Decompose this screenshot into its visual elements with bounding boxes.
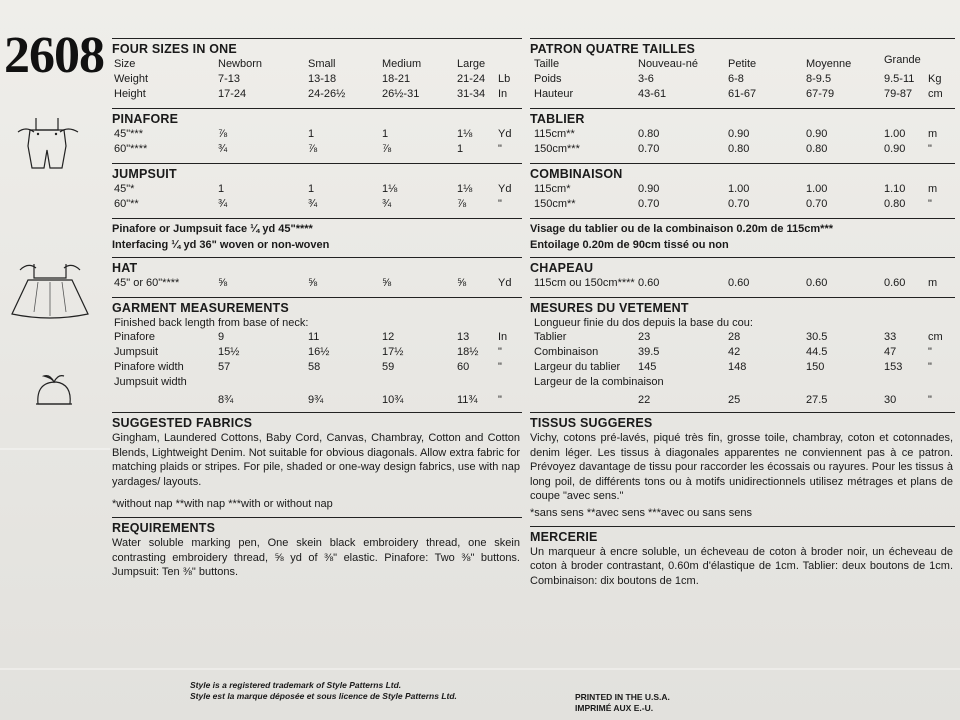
tissus-section	[530, 412, 955, 520]
col-label: Small	[308, 58, 336, 70]
table-row	[530, 142, 955, 157]
col-label: Taille	[534, 58, 560, 70]
table-row	[530, 182, 955, 197]
unit-label: "	[928, 394, 932, 406]
table-cell: ⅞	[382, 143, 392, 155]
section-heading: GARMENT MEASUREMENTS	[112, 301, 289, 315]
table-cell: 0.90	[638, 183, 660, 195]
table-row	[530, 127, 955, 142]
col-label: Petite	[728, 58, 757, 70]
row-label: 60"****	[114, 143, 148, 155]
col-label: Nouveau-né	[638, 58, 698, 70]
unit-label: Yd	[498, 128, 512, 140]
table-cell: 0.80	[884, 198, 906, 210]
table-row	[530, 360, 955, 375]
table-cell: 1.10	[884, 183, 906, 195]
table-row	[530, 72, 955, 87]
table-cell: 21-24	[457, 73, 486, 85]
row-label: Jumpsuit	[114, 346, 159, 358]
table-cell: 30.5	[806, 331, 828, 343]
requirements-text: Water soluble marking pen, One skein black embroidery thread, one skein contrasting embroidery thread, ⅝ yd of ⅜" elastic. Pinafore: Two ⅜" buttons. Jumpsuit: Ten ⅜" buttons.	[112, 537, 520, 578]
unit-label: Lb	[498, 73, 511, 85]
row-label: 45" or 60"****	[114, 277, 180, 289]
row-label: Combinaison	[534, 346, 599, 358]
table-cell: 148	[728, 361, 747, 373]
unit-label: "	[498, 394, 502, 406]
table-cell: 1	[457, 143, 464, 155]
paper-crease	[0, 448, 110, 450]
table-cell: 58	[308, 361, 321, 373]
table-row	[112, 393, 522, 408]
table-cell: ⅝	[308, 277, 318, 289]
printed-line: PRINTED IN THE U.S.A.	[575, 692, 670, 702]
table-row	[112, 345, 522, 360]
measurements-subtitle: Finished back length from base of neck:	[114, 317, 309, 329]
table-cell: 0.60	[806, 277, 828, 289]
section-heading: TABLIER	[530, 112, 585, 126]
table-cell: 26½-31	[382, 88, 420, 100]
unit-label: In	[498, 331, 508, 343]
section-heading: COMBINAISON	[530, 167, 623, 181]
unit-label: m	[928, 277, 938, 289]
paper-crease	[0, 668, 960, 670]
table-cell: 13	[457, 331, 470, 343]
row-label: Pinafore	[114, 331, 155, 343]
table-cell: 0.70	[638, 143, 660, 155]
row-label: Hauteur	[534, 88, 574, 100]
table-cell: 3-6	[638, 73, 654, 85]
row-label: Largeur du tablier	[534, 361, 621, 373]
table-cell: 0.90	[806, 128, 828, 140]
col-label: Newborn	[218, 58, 263, 70]
fabrics-section	[112, 412, 522, 511]
chapeau-section	[530, 257, 955, 291]
section-heading: FOUR SIZES IN ONE	[112, 42, 237, 56]
table-cell: 33	[884, 331, 897, 343]
row-label: Pinafore width	[114, 361, 184, 373]
row-label: 115cm**	[534, 128, 575, 140]
unit-label: "	[498, 198, 502, 210]
table-cell: 30	[884, 394, 897, 406]
sizes-section-fr	[530, 38, 955, 102]
mesures-subtitle: Longueur finie du dos depuis la base du cou:	[534, 317, 753, 329]
requirements-section	[112, 517, 522, 580]
section-heading: SUGGESTED FABRICS	[112, 416, 253, 430]
table-row	[530, 197, 955, 212]
pinafore-illustration	[8, 256, 92, 322]
table-cell: ⅝	[457, 277, 467, 289]
table-cell: 18-21	[382, 73, 411, 85]
section-heading: PATRON QUATRE TAILLES	[530, 42, 696, 56]
nap-note: *without nap **with nap ***with or without nap	[112, 498, 333, 510]
combinaison-section	[530, 163, 955, 212]
facing-line-fr: Visage du tablier ou de la combinaison 0.20m de 115cm***	[530, 223, 834, 235]
unit-label: m	[928, 183, 938, 195]
row-label: Tablier	[534, 331, 567, 343]
unit-label: "	[498, 361, 502, 373]
table-cell: ⅞	[308, 143, 318, 155]
table-cell: ¾	[218, 143, 228, 155]
table-cell: 18½	[457, 346, 479, 358]
table-cell: 8¾	[218, 394, 234, 406]
section-heading: PINAFORE	[112, 112, 179, 126]
unit-label: "	[928, 361, 932, 373]
table-cell: ¾	[218, 198, 228, 210]
pattern-number: 2608	[4, 27, 104, 84]
row-label: 115cm ou 150cm****	[534, 277, 635, 289]
trademark-footer	[190, 680, 457, 702]
table-cell: 11	[308, 331, 320, 343]
row-label: 45"***	[114, 128, 143, 140]
table-cell: 28	[728, 331, 741, 343]
table-cell: ⅞	[457, 198, 467, 210]
english-column	[112, 38, 522, 580]
table-cell: 0.80	[728, 143, 750, 155]
table-cell: 1⅛	[382, 183, 398, 195]
row-label: Poids	[534, 73, 562, 85]
unit-label: "	[498, 346, 502, 358]
table-row	[112, 197, 522, 212]
table-row	[112, 127, 522, 142]
table-cell: 1	[218, 183, 225, 195]
table-cell: 11¾	[457, 394, 478, 406]
row-label: 150cm***	[534, 143, 580, 155]
table-cell: 8-9.5	[806, 73, 832, 85]
mercerie-section	[530, 526, 955, 589]
mercerie-text: Un marqueur à encre soluble, un écheveau de coton à broder noir, un écheveau de coton à broder contrastant, 0.60m d'élastique de 1cm. Tablier: deux boutons de 1cm. Combinaison: dix boutons de 1cm.	[530, 545, 953, 587]
table-row	[530, 375, 955, 390]
table-cell: 67-79	[806, 88, 835, 100]
unit-label: Yd	[498, 277, 512, 289]
row-label: Largeur de la combinaison	[534, 376, 664, 388]
table-cell: 0.80	[638, 128, 660, 140]
col-label: Medium	[382, 58, 422, 70]
table-cell: 24-26½	[308, 88, 346, 100]
hat-section	[112, 257, 522, 291]
table-cell: 1⅛	[457, 128, 473, 140]
measurements-section	[112, 297, 522, 408]
unit-label: m	[928, 128, 938, 140]
row-label: Weight	[114, 73, 149, 85]
section-heading: TISSUS SUGGERES	[530, 416, 653, 430]
table-row	[530, 345, 955, 360]
table-cell: 7-13	[218, 73, 241, 85]
col-label: Size	[114, 58, 136, 70]
unit-label: cm	[928, 88, 943, 100]
table-cell: 0.60	[884, 277, 906, 289]
interfacing-line-fr: Entoilage 0.20m de 90cm tissé ou non	[530, 239, 729, 251]
trademark-line-fr: Style est la marque déposée et sous licence de Style Patterns Ltd.	[190, 691, 457, 701]
table-cell: 6-8	[728, 73, 744, 85]
row-label: Jumpsuit width	[114, 376, 187, 388]
table-cell: ⅞	[218, 128, 228, 140]
table-cell: 13-18	[308, 73, 337, 85]
trademark-line: Style is a registered trademark of Style Patterns Ltd.	[190, 680, 402, 690]
table-cell: 15½	[218, 346, 240, 358]
table-cell: 0.70	[806, 198, 828, 210]
table-cell: 1	[308, 128, 315, 140]
table-row	[530, 276, 955, 291]
table-row	[530, 393, 955, 408]
unit-label: cm	[928, 331, 943, 343]
table-cell: 10¾	[382, 394, 404, 406]
table-cell: 1.00	[728, 183, 750, 195]
table-cell: 23	[638, 331, 651, 343]
table-cell: ¾	[382, 198, 392, 210]
section-heading: HAT	[112, 261, 138, 275]
col-label: Large	[457, 58, 486, 70]
table-cell: 1	[382, 128, 389, 140]
table-cell: 22	[638, 394, 651, 406]
hat-illustration	[30, 372, 76, 412]
table-cell: 145	[638, 361, 657, 373]
table-row	[112, 87, 522, 102]
table-header-row	[112, 57, 522, 72]
printed-line-fr: IMPRIMÉ AUX E.-U.	[575, 703, 654, 713]
table-cell: 0.90	[884, 143, 906, 155]
table-cell: 39.5	[638, 346, 660, 358]
table-cell: 47	[884, 346, 897, 358]
table-cell: 57	[218, 361, 231, 373]
table-cell: 43-61	[638, 88, 667, 100]
row-label: 150cm**	[534, 198, 576, 210]
interfacing-line: Interfacing ¼ yd 36" woven or non-woven	[112, 239, 330, 251]
table-cell: 1.00	[806, 183, 828, 195]
table-cell: 59	[382, 361, 395, 373]
table-cell: 0.60	[638, 277, 660, 289]
table-cell: 42	[728, 346, 741, 358]
table-cell: ⅝	[218, 277, 228, 289]
unit-label: Kg	[928, 73, 942, 85]
table-cell: 60	[457, 361, 470, 373]
mesures-section	[530, 297, 955, 408]
table-header-row	[530, 54, 955, 72]
unit-label: In	[498, 88, 508, 100]
table-row	[530, 330, 955, 345]
table-cell: 25	[728, 394, 741, 406]
table-row	[112, 375, 522, 390]
row-label: 60"**	[114, 198, 139, 210]
row-label: Height	[114, 88, 146, 100]
table-cell: 17-24	[218, 88, 247, 100]
section-heading: MESURES DU VETEMENT	[530, 301, 689, 315]
printed-footer	[575, 692, 670, 714]
table-cell: 27.5	[806, 394, 828, 406]
jumpsuit-section	[112, 163, 522, 212]
unit-label: "	[928, 198, 932, 210]
facing-section	[112, 218, 522, 252]
table-cell: 79-87	[884, 88, 913, 100]
facing-line: Pinafore or Jumpsuit face ¼ yd 45"****	[112, 223, 313, 235]
jumpsuit-illustration	[8, 112, 86, 172]
table-cell: 0.70	[728, 198, 750, 210]
pinafore-section	[112, 108, 522, 157]
table-cell: 12	[382, 331, 395, 343]
section-heading: CHAPEAU	[530, 261, 594, 275]
table-row	[112, 142, 522, 157]
row-label: 45"*	[114, 183, 135, 195]
fabrics-text: Gingham, Laundered Cottons, Baby Cord, Canvas, Chambray, Cotton and Cotton Blends, Lightweight Denim. Not suitable for obvious diagonals. Allow extra fabric for matching plaids or stripes. For pile, shaded or one-way design fabrics, use with nap yardages/ layouts.	[112, 432, 520, 488]
table-cell: 16½	[308, 346, 330, 358]
table-row	[112, 360, 522, 375]
section-heading: MERCERIE	[530, 529, 598, 544]
section-heading: JUMPSUIT	[112, 167, 177, 181]
table-cell: 1.00	[884, 128, 906, 140]
french-column	[530, 38, 955, 588]
table-cell: 44.5	[806, 346, 828, 358]
col-label: Moyenne	[806, 58, 852, 70]
table-cell: 0.80	[806, 143, 828, 155]
tablier-section	[530, 108, 955, 157]
table-cell: ¾	[308, 198, 318, 210]
table-row	[112, 72, 522, 87]
unit-label: "	[928, 346, 932, 358]
table-cell: 153	[884, 361, 903, 373]
table-cell: 0.60	[728, 277, 750, 289]
table-cell: 0.90	[728, 128, 750, 140]
table-row	[112, 330, 522, 345]
facing-section-fr	[530, 218, 955, 252]
unit-label: "	[498, 143, 502, 155]
table-cell: 31-34	[457, 88, 486, 100]
table-cell: 9	[218, 331, 225, 343]
unit-label: "	[928, 143, 932, 155]
sizes-section	[112, 38, 522, 102]
table-cell: 1	[308, 183, 315, 195]
nap-note-fr: *sans sens **avec sens ***avec ou sans sens	[530, 506, 752, 519]
table-cell: 150	[806, 361, 825, 373]
unit-label: Yd	[498, 183, 512, 195]
col-label: Grande	[884, 54, 921, 66]
table-row	[530, 87, 955, 102]
row-label: 115cm*	[534, 183, 571, 195]
table-cell: 9.5-11	[884, 73, 915, 85]
table-cell: 1⅛	[457, 183, 473, 195]
table-cell: 17½	[382, 346, 404, 358]
table-row	[112, 182, 522, 197]
tissus-text: Vichy, cotons pré-lavés, piqué très fin, grosse toile, chambray, coton et cotonnades, denim léger. Les tissus à diagonales apparentes ne conviennent pas à ce patron. Prévoyez davantage de tissu pour raccorder les écossais ou rayures. Pour les tissus à long poil, de différents tons ou à motifs unidirectionnels utilisez métrages et plans de coupe "avec sens."	[530, 432, 953, 502]
table-row	[112, 276, 522, 291]
table-cell: 61-67	[728, 88, 757, 100]
table-cell: 0.70	[638, 198, 660, 210]
table-cell: ⅝	[382, 277, 392, 289]
section-heading: REQUIREMENTS	[112, 521, 216, 535]
table-cell: 9¾	[308, 394, 324, 406]
